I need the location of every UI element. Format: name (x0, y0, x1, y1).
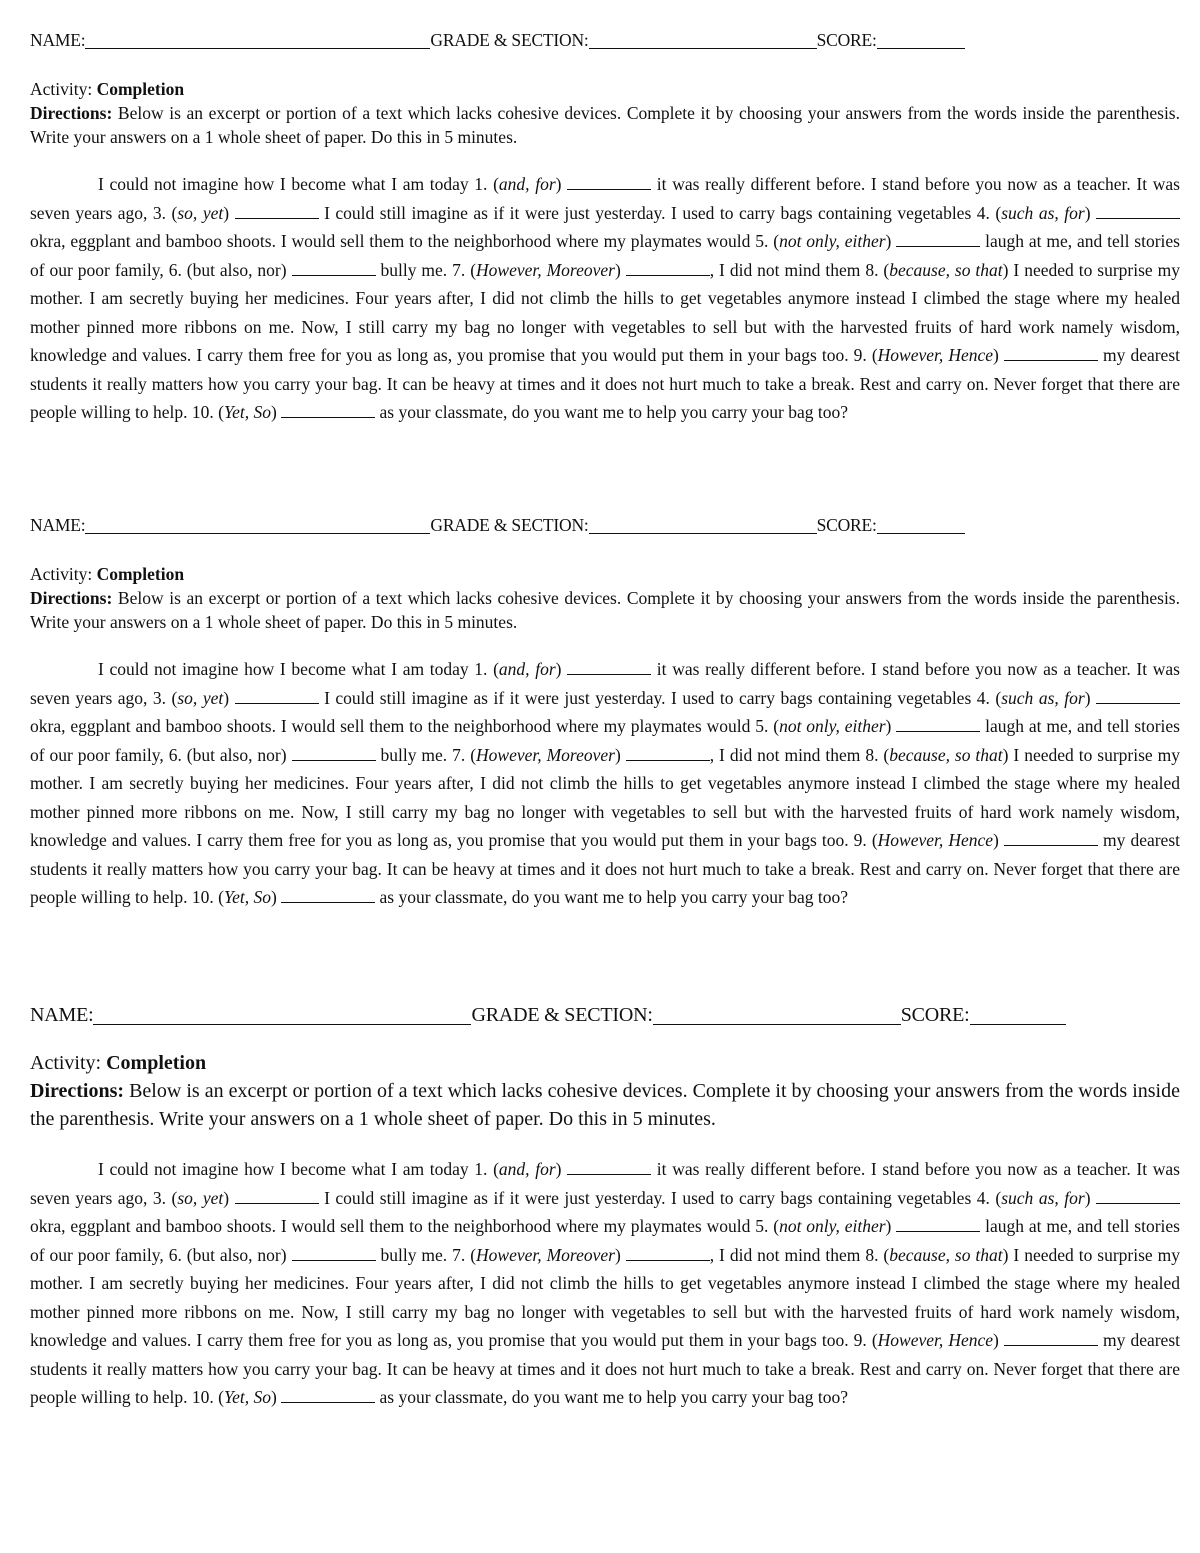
answer-blank-7[interactable] (626, 1246, 710, 1261)
activity-name: Completion (96, 79, 185, 99)
header-row (30, 1004, 1180, 1027)
answer-blank-10[interactable] (281, 888, 375, 903)
answer-blank-5[interactable] (896, 232, 980, 247)
answer-blank-9[interactable] (1004, 1331, 1098, 1346)
score-field[interactable] (877, 517, 965, 534)
answer-blank-10[interactable] (281, 403, 375, 418)
answer-blank-6[interactable] (292, 261, 376, 276)
answer-blank-3[interactable] (235, 1189, 319, 1204)
name-label: NAME: (30, 1004, 94, 1026)
worksheet-3 (30, 1004, 1180, 1412)
answer-blank-3[interactable] (235, 689, 319, 704)
name-label: NAME: (30, 30, 86, 50)
option-8: because, so that (889, 744, 1003, 765)
option-9: However, Hence (877, 345, 994, 365)
option-7: However, Moreover (476, 744, 615, 765)
directions-label: Directions: (30, 588, 113, 608)
directions-text: Below is an excerpt or portion of a text which lacks cohesive devices. Complete it by choosing your answers from the words inside the parenthesis. Write your answers on a 1 whole sheet of paper. Do this in 5 minutes. (30, 1080, 1180, 1130)
name-field[interactable] (85, 32, 430, 49)
directions (30, 586, 1180, 634)
score-label: SCORE: (816, 30, 877, 50)
option-1: and, for (498, 1159, 556, 1179)
header-row (30, 30, 1180, 51)
score-field[interactable] (877, 32, 965, 49)
grade-section-field[interactable] (653, 1008, 901, 1025)
answer-blank-1[interactable] (567, 1160, 651, 1175)
name-label: NAME: (30, 515, 86, 535)
grade-section-label: GRADE & SECTION: (430, 515, 589, 535)
option-9: However, Hence (877, 830, 994, 850)
activity-name: Completion (106, 1052, 207, 1074)
answer-blank-1[interactable] (567, 660, 651, 675)
option-10: Yet, So (223, 402, 271, 422)
option-10: Yet, So (223, 887, 271, 907)
directions-text: Below is an excerpt or portion of a text which lacks cohesive devices. Complete it by choosing your answers from the words inside the parenthesis. Write your answers on a 1 whole sheet of paper. Do this in 5 minutes. (30, 103, 1180, 147)
option-1: and, for (498, 174, 556, 194)
passage: I could not imagine how I become what I am today 1. (and, for) it was really different before. I stand before you now as a teacher. It was seven years ago, 3. (so, yet) I could still imagine as if it were just yesterday. I used to carry bags containing vegetables 4. (such as, for) okra, eggplant and bamboo shoots. I would sell them to the neighborhood where my playmates would 5. (not only, either) laugh at me, and tell stories of our poor family, 6. (but also, nor) bully me. 7. (However, Moreover) , I did not mind them 8. (because, so that) I needed to surprise my mother. I am secretly buying her medicines. Four years after, I did not climb the hills to get vegetables anymore instead I climbed the stage where my healed mother pinned more ribbons on me. Now, I still carry my bag no longer with vegetables to sell but with the harvested fruits of hard work namely wisdom, knowledge and values. I carry them free for you as long as, you promise that you would put them in your bags too. 9. (However, Hence) my dearest students it really matters how you carry your bag. It can be heavy at times and it does not hurt much to take a break. Rest and carry on. Never forget that there are people willing to help. 10. (Yet, So) as your classmate, do you want me to help you carry your bag too? (30, 659, 1181, 907)
directions-label: Directions: (30, 103, 113, 123)
option-10: Yet, So (223, 1387, 271, 1407)
option-8: because, so that (889, 259, 1003, 280)
option-5: not only, either (779, 716, 886, 736)
option-4: such as, for (1001, 687, 1085, 708)
answer-blank-7[interactable] (626, 261, 710, 276)
score-label: SCORE: (900, 1004, 970, 1026)
directions (30, 1077, 1180, 1133)
option-1: and, for (498, 659, 556, 679)
answer-blank-6[interactable] (292, 1246, 376, 1261)
activity-name: Completion (96, 564, 185, 584)
option-7: However, Moreover (476, 259, 615, 280)
worksheet-2 (30, 515, 1180, 912)
name-field[interactable] (85, 517, 430, 534)
grade-section-field[interactable] (589, 32, 817, 49)
worksheet-1 (30, 30, 1180, 427)
option-3: so, yet (177, 1187, 224, 1208)
grade-section-field[interactable] (589, 517, 817, 534)
answer-blank-1[interactable] (567, 175, 651, 190)
answer-blank-10[interactable] (281, 1388, 375, 1403)
passage: I could not imagine how I become what I am today 1. (and, for) it was really different before. I stand before you now as a teacher. It was seven years ago, 3. (so, yet) I could still imagine as if it were just yesterday. I used to carry bags containing vegetables 4. (such as, for) okra, eggplant and bamboo shoots. I would sell them to the neighborhood where my playmates would 5. (not only, either) laugh at me, and tell stories of our poor family, 6. (but also, nor) bully me. 7. (However, Moreover) , I did not mind them 8. (because, so that) I needed to surprise my mother. I am secretly buying her medicines. Four years after, I did not climb the hills to get vegetables anymore instead I climbed the stage where my healed mother pinned more ribbons on me. Now, I still carry my bag no longer with vegetables to sell but with the harvested fruits of hard work namely wisdom, knowledge and values. I carry them free for you as long as, you promise that you would put them in your bags too. 9. (However, Hence) my dearest students it really matters how you carry your bag. It can be heavy at times and it does not hurt much to take a break. Rest and carry on. Never forget that there are people willing to help. 10. (Yet, So) as your classmate, do you want me to help you carry your bag too? (30, 174, 1181, 422)
answer-blank-7[interactable] (626, 746, 710, 761)
answer-blank-5[interactable] (896, 717, 980, 732)
option-9: However, Hence (877, 1330, 994, 1350)
answer-blank-5[interactable] (896, 1217, 980, 1232)
option-5: not only, either (779, 1216, 886, 1236)
activity-title (30, 1049, 1180, 1077)
answer-blank-4[interactable] (1096, 204, 1180, 219)
option-4: such as, for (1001, 1187, 1085, 1208)
score-label: SCORE: (816, 515, 877, 535)
name-field[interactable] (93, 1008, 471, 1025)
answer-blank-9[interactable] (1004, 346, 1098, 361)
answer-blank-4[interactable] (1096, 689, 1180, 704)
passage: I could not imagine how I become what I am today 1. (and, for) it was really different before. I stand before you now as a teacher. It was seven years ago, 3. (so, yet) I could still imagine as if it were just yesterday. I used to carry bags containing vegetables 4. (such as, for) okra, eggplant and bamboo shoots. I would sell them to the neighborhood where my playmates would 5. (not only, either) laugh at me, and tell stories of our poor family, 6. (but also, nor) bully me. 7. (However, Moreover) , I did not mind them 8. (because, so that) I needed to surprise my mother. I am secretly buying her medicines. Four years after, I did not climb the hills to get vegetables anymore instead I climbed the stage where my healed mother pinned more ribbons on me. Now, I still carry my bag no longer with vegetables to sell but with the harvested fruits of hard work namely wisdom, knowledge and values. I carry them free for you as long as, you promise that you would put them in your bags too. 9. (However, Hence) my dearest students it really matters how you carry your bag. It can be heavy at times and it does not hurt much to take a break. Rest and carry on. Never forget that there are people willing to help. 10. (Yet, So) as your classmate, do you want me to help you carry your bag too? (30, 1159, 1181, 1407)
directions-text: Below is an excerpt or portion of a text which lacks cohesive devices. Complete it by choosing your answers from the words inside the parenthesis. Write your answers on a 1 whole sheet of paper. Do this in 5 minutes. (30, 588, 1180, 632)
answer-blank-3[interactable] (235, 204, 319, 219)
answer-blank-6[interactable] (292, 746, 376, 761)
answer-blank-9[interactable] (1004, 831, 1098, 846)
activity-prefix: Activity: (30, 564, 93, 584)
option-4: such as, for (1001, 202, 1085, 223)
grade-section-label: GRADE & SECTION: (471, 1004, 653, 1026)
activity-prefix: Activity: (30, 1052, 102, 1074)
option-3: so, yet (177, 202, 224, 223)
grade-section-label: GRADE & SECTION: (430, 30, 589, 50)
score-field[interactable] (970, 1008, 1066, 1025)
option-7: However, Moreover (476, 1244, 615, 1265)
option-5: not only, either (779, 231, 886, 251)
option-3: so, yet (177, 687, 224, 708)
header-row (30, 515, 1180, 536)
activity-title (30, 77, 1180, 101)
activity-prefix: Activity: (30, 79, 93, 99)
directions (30, 101, 1180, 149)
answer-blank-4[interactable] (1096, 1189, 1180, 1204)
option-8: because, so that (889, 1244, 1003, 1265)
directions-label: Directions: (30, 1080, 125, 1102)
activity-title (30, 562, 1180, 586)
